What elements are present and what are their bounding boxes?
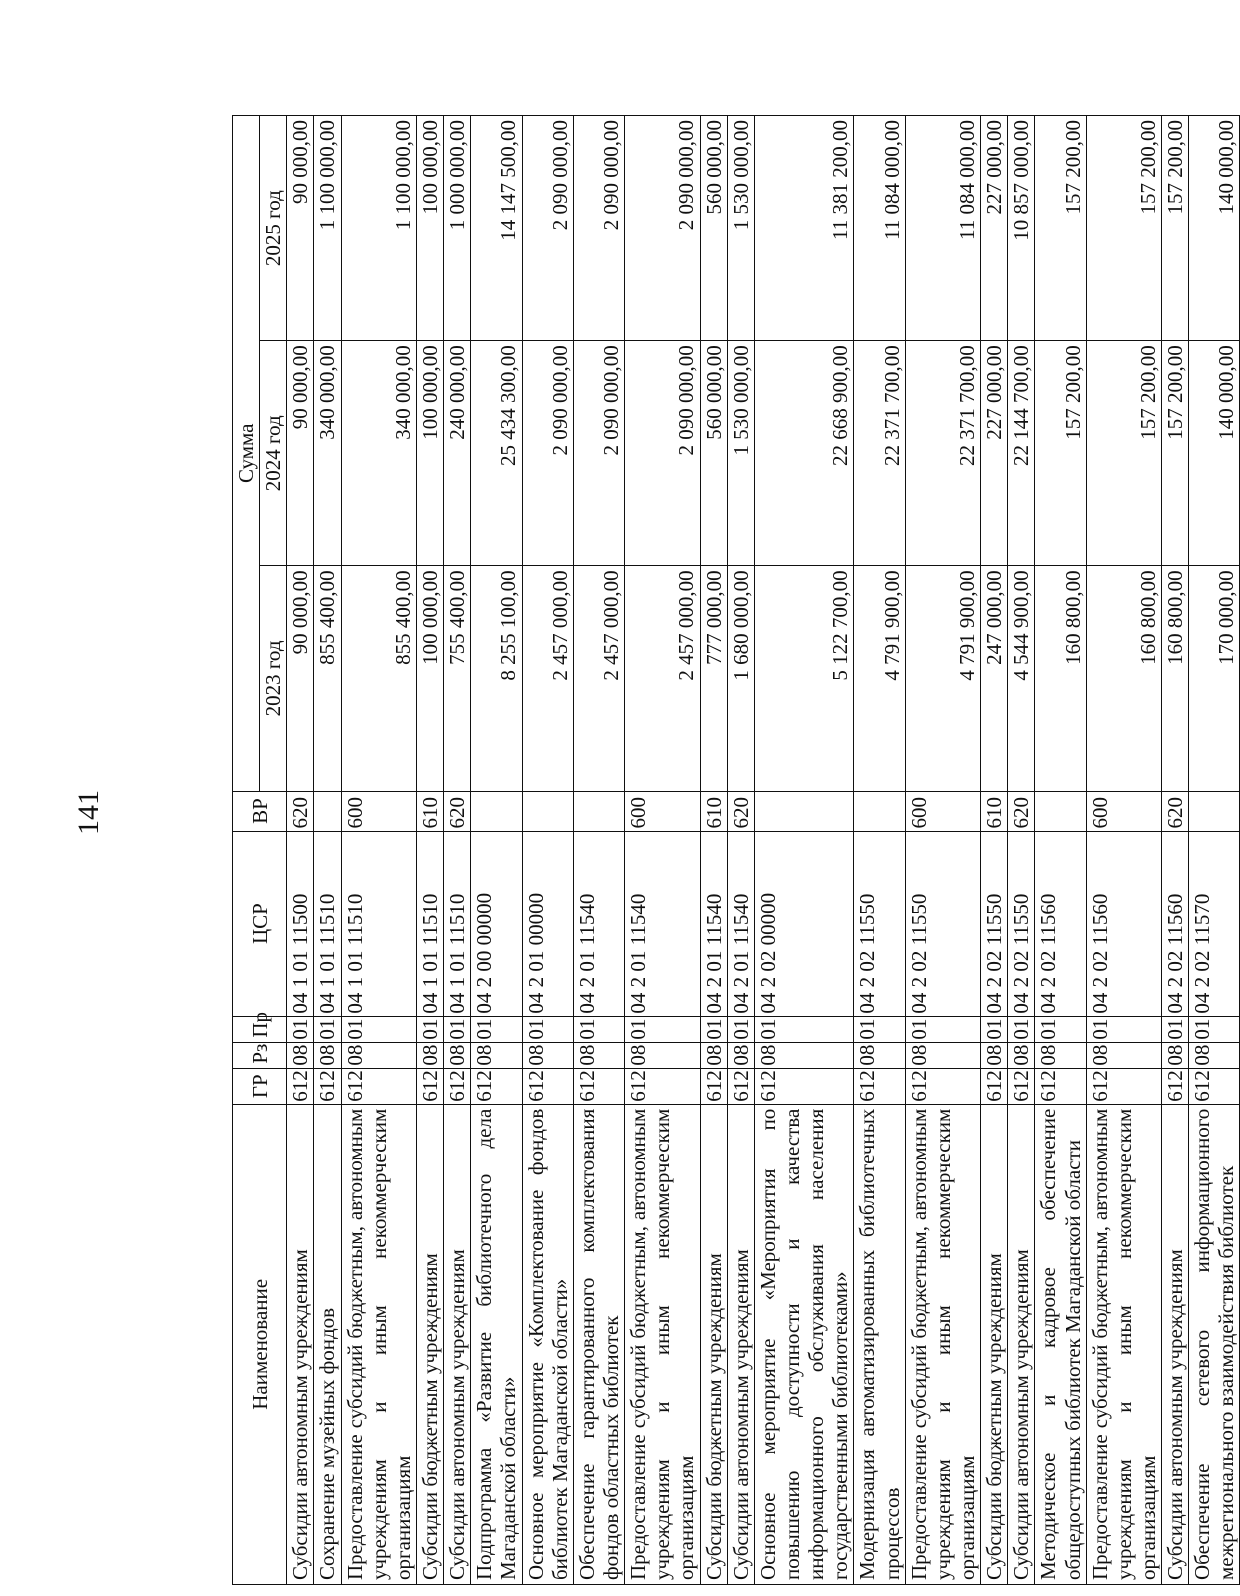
cell-gr: 612 <box>314 1068 341 1104</box>
cell-vr <box>522 791 573 831</box>
cell-csr: 04 2 00 00000 <box>471 831 522 1016</box>
cell-vr: 610 <box>416 791 443 831</box>
cell-2025: 11 381 200,00 <box>754 116 854 341</box>
table-row <box>727 116 754 1585</box>
cell-2025: 2 090 000,00 <box>573 116 624 341</box>
cell-csr: 04 2 01 11540 <box>625 831 700 1016</box>
cell-vr: 610 <box>981 791 1008 831</box>
cell-csr: 04 2 02 11560 <box>1086 831 1161 1016</box>
header-sum: Сумма <box>233 116 260 792</box>
table-row <box>1086 116 1161 1585</box>
cell-name: Субсидии автономным учреждениям <box>287 1104 314 1584</box>
cell-2024: 22 371 700,00 <box>905 341 980 566</box>
cell-2023: 1 680 000,00 <box>727 566 754 791</box>
cell-name: Модернизация автоматизированных библиотечных процессов <box>854 1104 905 1584</box>
cell-rz: 08 <box>700 1042 727 1068</box>
cell-rz: 08 <box>522 1042 573 1068</box>
cell-2023: 247 000,00 <box>981 566 1008 791</box>
cell-gr: 612 <box>416 1068 443 1104</box>
cell-2025: 11 084 000,00 <box>905 116 980 341</box>
cell-2025: 2 090 000,00 <box>625 116 700 341</box>
table-row <box>314 116 341 1585</box>
cell-pr: 01 <box>341 1016 416 1042</box>
cell-rz: 08 <box>981 1042 1008 1068</box>
header-gr: ГР <box>233 1068 287 1104</box>
cell-gr: 612 <box>1035 1068 1086 1104</box>
cell-csr: 04 2 01 11540 <box>727 831 754 1016</box>
cell-vr <box>471 791 522 831</box>
cell-2024: 240 000,00 <box>444 341 471 566</box>
cell-2025: 14 147 500,00 <box>471 116 522 341</box>
cell-csr: 04 2 02 11550 <box>981 831 1008 1016</box>
page-number: 141 <box>72 790 105 835</box>
cell-name: Субсидии бюджетным учреждениям <box>981 1104 1008 1584</box>
cell-2025: 1 530 000,00 <box>727 116 754 341</box>
cell-2024: 22 144 700,00 <box>1008 341 1035 566</box>
cell-csr: 04 1 01 11500 <box>287 831 314 1016</box>
cell-pr: 01 <box>573 1016 624 1042</box>
cell-csr: 04 2 01 00000 <box>522 831 573 1016</box>
cell-gr: 612 <box>854 1068 905 1104</box>
cell-pr: 01 <box>625 1016 700 1042</box>
cell-pr: 01 <box>854 1016 905 1042</box>
cell-name: Предоставление субсидий бюджетным, автономным учреждениям и иным некоммерческим организациям <box>341 1104 416 1584</box>
cell-2024: 2 090 000,00 <box>573 341 624 566</box>
cell-2025: 560 000,00 <box>700 116 727 341</box>
cell-2023: 160 800,00 <box>1086 566 1161 791</box>
cell-2023: 90 000,00 <box>287 566 314 791</box>
cell-2023: 4 544 900,00 <box>1008 566 1035 791</box>
cell-csr: 04 2 02 11560 <box>1035 831 1086 1016</box>
cell-name: Обеспечение гарантированного комплектования фондов областных библиотек <box>573 1104 624 1584</box>
cell-gr: 612 <box>625 1068 700 1104</box>
cell-gr: 612 <box>341 1068 416 1104</box>
cell-rz: 08 <box>471 1042 522 1068</box>
cell-rz: 08 <box>1008 1042 1035 1068</box>
cell-gr: 612 <box>287 1068 314 1104</box>
cell-gr: 612 <box>700 1068 727 1104</box>
table-row <box>905 116 980 1585</box>
cell-csr: 04 2 02 11550 <box>854 831 905 1016</box>
cell-name: Предоставление субсидий бюджетным, автономным учреждениям и иным некоммерческим организациям <box>625 1104 700 1584</box>
cell-gr: 612 <box>573 1068 624 1104</box>
cell-rz: 08 <box>625 1042 700 1068</box>
cell-2025: 1 100 000,00 <box>314 116 341 341</box>
cell-vr: 600 <box>1086 791 1161 831</box>
cell-2023: 2 457 000,00 <box>573 566 624 791</box>
cell-vr: 620 <box>727 791 754 831</box>
cell-pr: 01 <box>905 1016 980 1042</box>
cell-name: Субсидии автономным учреждениям <box>444 1104 471 1584</box>
cell-2024: 157 200,00 <box>1035 341 1086 566</box>
cell-pr: 01 <box>1162 1016 1189 1042</box>
cell-pr: 01 <box>471 1016 522 1042</box>
table-row <box>754 116 854 1585</box>
cell-name: Основное мероприятие «Комплектование фондов библиотек Магаданской области» <box>522 1104 573 1584</box>
cell-2023: 2 457 000,00 <box>522 566 573 791</box>
cell-pr: 01 <box>1035 1016 1086 1042</box>
cell-2024: 2 090 000,00 <box>625 341 700 566</box>
cell-2025: 100 000,00 <box>416 116 443 341</box>
cell-2025: 157 200,00 <box>1162 116 1189 341</box>
cell-2023: 160 800,00 <box>1162 566 1189 791</box>
cell-vr <box>314 791 341 831</box>
cell-vr <box>1189 791 1240 831</box>
cell-2023: 100 000,00 <box>416 566 443 791</box>
header-rz: Рз <box>233 1042 287 1068</box>
table-row <box>625 116 700 1585</box>
table-row <box>287 116 314 1585</box>
cell-2023: 855 400,00 <box>314 566 341 791</box>
cell-rz: 08 <box>1189 1042 1240 1068</box>
cell-vr: 620 <box>287 791 314 831</box>
cell-pr: 01 <box>1008 1016 1035 1042</box>
cell-2025: 1 100 000,00 <box>341 116 416 341</box>
cell-rz: 08 <box>754 1042 854 1068</box>
table-row <box>573 116 624 1585</box>
cell-rz: 08 <box>727 1042 754 1068</box>
cell-2024: 22 371 700,00 <box>854 341 905 566</box>
cell-gr: 612 <box>727 1068 754 1104</box>
cell-2024: 560 000,00 <box>700 341 727 566</box>
cell-vr: 620 <box>444 791 471 831</box>
cell-name: Методическое и кадровое обеспечение общедоступных библиотек Магаданской области <box>1035 1104 1086 1584</box>
cell-pr: 01 <box>1086 1016 1161 1042</box>
cell-2023: 5 122 700,00 <box>754 566 854 791</box>
table-row <box>341 116 416 1585</box>
cell-vr: 600 <box>341 791 416 831</box>
cell-csr: 04 1 01 11510 <box>314 831 341 1016</box>
cell-gr: 612 <box>522 1068 573 1104</box>
header-name: Наименование <box>233 1104 287 1584</box>
cell-gr: 612 <box>1162 1068 1189 1104</box>
cell-name: Субсидии автономным учреждениям <box>1162 1104 1189 1584</box>
cell-2024: 227 000,00 <box>981 341 1008 566</box>
cell-gr: 612 <box>981 1068 1008 1104</box>
cell-csr: 04 1 01 11510 <box>416 831 443 1016</box>
cell-vr <box>1035 791 1086 831</box>
cell-rz: 08 <box>314 1042 341 1068</box>
cell-2025: 2 090 000,00 <box>522 116 573 341</box>
cell-2023: 855 400,00 <box>341 566 416 791</box>
cell-name: Сохранение музейных фондов <box>314 1104 341 1584</box>
cell-rz: 08 <box>1086 1042 1161 1068</box>
cell-2023: 755 400,00 <box>444 566 471 791</box>
cell-2025: 11 084 000,00 <box>854 116 905 341</box>
cell-csr: 04 1 01 11510 <box>341 831 416 1016</box>
cell-vr <box>754 791 854 831</box>
cell-name: Основное мероприятие «Мероприятия по повышению доступности и качества информационного обслуживания населения государственными библиотеками» <box>754 1104 854 1584</box>
cell-2024: 340 000,00 <box>314 341 341 566</box>
cell-2023: 8 255 100,00 <box>471 566 522 791</box>
cell-2023: 4 791 900,00 <box>854 566 905 791</box>
cell-gr: 612 <box>1008 1068 1035 1104</box>
cell-2023: 4 791 900,00 <box>905 566 980 791</box>
cell-name: Предоставление субсидий бюджетным, автономным учреждениям и иным некоммерческим организациям <box>905 1104 980 1584</box>
cell-rz: 08 <box>905 1042 980 1068</box>
header-vr: ВР <box>233 791 287 831</box>
cell-pr: 01 <box>314 1016 341 1042</box>
cell-name: Субсидии автономным учреждениям <box>727 1104 754 1584</box>
cell-2024: 25 434 300,00 <box>471 341 522 566</box>
cell-2025: 227 000,00 <box>981 116 1008 341</box>
cell-2025: 140 000,00 <box>1189 116 1240 341</box>
cell-name: Обеспечение сетевого информационного межрегионального взаимодействия библиотек <box>1189 1104 1240 1584</box>
cell-2023: 2 457 000,00 <box>625 566 700 791</box>
cell-rz: 08 <box>1162 1042 1189 1068</box>
cell-pr: 01 <box>700 1016 727 1042</box>
cell-gr: 612 <box>1086 1068 1161 1104</box>
table-header <box>233 116 287 1585</box>
table-row <box>522 116 573 1585</box>
cell-csr: 04 2 02 00000 <box>754 831 854 1016</box>
cell-2024: 157 200,00 <box>1162 341 1189 566</box>
table-row <box>444 116 471 1585</box>
cell-2024: 140 000,00 <box>1189 341 1240 566</box>
cell-gr: 612 <box>1189 1068 1240 1104</box>
cell-2024: 22 668 900,00 <box>754 341 854 566</box>
table-row <box>700 116 727 1585</box>
cell-csr: 04 2 02 11550 <box>905 831 980 1016</box>
cell-name: Субсидии бюджетным учреждениям <box>700 1104 727 1584</box>
table-row <box>1162 116 1189 1585</box>
cell-rz: 08 <box>444 1042 471 1068</box>
cell-pr: 01 <box>287 1016 314 1042</box>
cell-pr: 01 <box>444 1016 471 1042</box>
header-csr: ЦСР <box>233 831 287 1016</box>
cell-csr: 04 2 01 11540 <box>573 831 624 1016</box>
cell-2025: 157 200,00 <box>1086 116 1161 341</box>
header-2025: 2025 год <box>260 116 287 341</box>
table-row <box>981 116 1008 1585</box>
cell-2023: 170 000,00 <box>1189 566 1240 791</box>
cell-pr: 01 <box>416 1016 443 1042</box>
cell-vr: 610 <box>700 791 727 831</box>
cell-2024: 90 000,00 <box>287 341 314 566</box>
cell-vr: 600 <box>905 791 980 831</box>
cell-vr <box>854 791 905 831</box>
cell-gr: 612 <box>754 1068 854 1104</box>
cell-gr: 612 <box>444 1068 471 1104</box>
cell-csr: 04 2 02 11560 <box>1162 831 1189 1016</box>
cell-name: Субсидии автономным учреждениям <box>1008 1104 1035 1584</box>
cell-csr: 04 2 01 11540 <box>700 831 727 1016</box>
cell-2025: 1 000 000,00 <box>444 116 471 341</box>
cell-pr: 01 <box>1189 1016 1240 1042</box>
cell-pr: 01 <box>981 1016 1008 1042</box>
cell-2024: 157 200,00 <box>1086 341 1161 566</box>
cell-name: Субсидии бюджетным учреждениям <box>416 1104 443 1584</box>
table-body <box>287 116 1240 1585</box>
table-row <box>416 116 443 1585</box>
table-row <box>854 116 905 1585</box>
cell-pr: 01 <box>754 1016 854 1042</box>
table-row <box>1008 116 1035 1585</box>
table-row <box>1189 116 1240 1585</box>
cell-2024: 340 000,00 <box>341 341 416 566</box>
cell-rz: 08 <box>287 1042 314 1068</box>
cell-csr: 04 2 02 11550 <box>1008 831 1035 1016</box>
budget-table <box>232 115 1240 1585</box>
cell-gr: 612 <box>905 1068 980 1104</box>
cell-vr <box>573 791 624 831</box>
rotated-table-wrapper <box>232 115 1239 1585</box>
cell-2025: 157 200,00 <box>1035 116 1086 341</box>
cell-2024: 2 090 000,00 <box>522 341 573 566</box>
cell-2024: 1 530 000,00 <box>727 341 754 566</box>
cell-rz: 08 <box>1035 1042 1086 1068</box>
cell-pr: 01 <box>727 1016 754 1042</box>
cell-gr: 612 <box>471 1068 522 1104</box>
header-pr: Пр <box>233 1016 287 1042</box>
cell-vr: 620 <box>1008 791 1035 831</box>
cell-pr: 01 <box>522 1016 573 1042</box>
cell-2025: 90 000,00 <box>287 116 314 341</box>
header-2024: 2024 год <box>260 341 287 566</box>
cell-rz: 08 <box>416 1042 443 1068</box>
cell-csr: 04 1 01 11510 <box>444 831 471 1016</box>
cell-rz: 08 <box>573 1042 624 1068</box>
table-row <box>471 116 522 1585</box>
cell-rz: 08 <box>854 1042 905 1068</box>
cell-name: Подпрограмма «Развитие библиотечного дела Магаданской области» <box>471 1104 522 1584</box>
cell-csr: 04 2 02 11570 <box>1189 831 1240 1016</box>
cell-name: Предоставление субсидий бюджетным, автономным учреждениям и иным некоммерческим организациям <box>1086 1104 1161 1584</box>
cell-vr: 600 <box>625 791 700 831</box>
cell-2025: 10 857 000,00 <box>1008 116 1035 341</box>
cell-2023: 160 800,00 <box>1035 566 1086 791</box>
cell-2024: 100 000,00 <box>416 341 443 566</box>
cell-2023: 777 000,00 <box>700 566 727 791</box>
table-row <box>1035 116 1086 1585</box>
cell-rz: 08 <box>341 1042 416 1068</box>
header-2023: 2023 год <box>260 566 287 791</box>
cell-vr: 620 <box>1162 791 1189 831</box>
